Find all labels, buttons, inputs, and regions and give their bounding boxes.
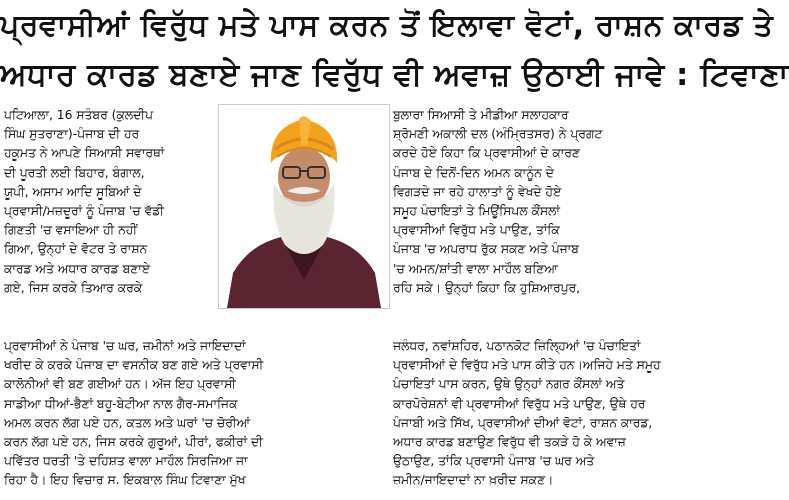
headline-line-1: ਪ੍ਰਵਾਸੀਆਂ ਵਿਰੁੱਧ ਮਤੇ ਪਾਸ ਕਰਨ ਤੋਂ ਇਲਾਵਾ ਵੋਟਾਂ, ਰਾਸ਼ਨ ਕਾਰਡ ਤੇ <box>0 8 774 43</box>
article-line: ਪੰਜਾਬ 'ਚ ਅਪਰਾਧ ਰੁੱਕ ਸਕਣ ਅਤੇ ਪੰਜਾਬ <box>393 242 579 257</box>
man-portrait-image <box>219 105 389 308</box>
article-line: ਸ਼੍ਰੋਮਣੀ ਅਕਾਲੀ ਦਲ (ਅੰਮ੍ਰਿਤਸਰ) ਨੇ ਪ੍ਰਗਟ <box>393 127 603 142</box>
article-line: ਪਵਿੱਤਰ ਧਰਤੀ 'ਤੇ ਦਹਿਸ਼ਤ ਵਾਲਾ ਮਾਹੌਲ ਸਿਰਜਿਆ ਜਾ <box>4 454 248 469</box>
article-line: 'ਚ ਅਮਨ/ਸ਼ਾਂਤੀ ਵਾਲਾ ਮਾਹੌਲ ਬਣਿਆ <box>393 261 558 276</box>
article-line: ਗਿਣਤੀ 'ਚ ਵਸਾਇਆ ਹੀ ਨਹੀਂ <box>4 223 138 238</box>
article-right-column <box>393 106 603 298</box>
article-line: ਸਮੂਹ ਪੰਚਾਇਤਾਂ ਤੇ ਮਿਊਂਸਿਪਲ ਕੌਂਸਲਾਂ <box>393 203 560 218</box>
article-line: ਕਾਰਡ ਅਤੇ ਅਧਾਰ ਕਾਰਡ ਬਣਾਏ <box>4 261 150 276</box>
article-line: ਪ੍ਰਵਾਸੀ/ਮਜ਼ਦੂਰਾਂ ਨੂੰ ਪੰਜਾਬ 'ਚ ਵੱਡੀ <box>4 203 164 218</box>
article-line: ਜਲੰਧਰ, ਨਵਾਂਸ਼ਹਿਰ, ਪਠਾਨਕੋਟ ਜ਼ਿਲ੍ਹਿਆਂ 'ਚ ਪੰਚਾਇਤਾਂ <box>393 339 641 353</box>
article-line: ਪੰਚਾਇਤਾਂ ਪਾਸ ਕਰਨ, ਉਥੇ ਉਨ੍ਹਾਂ ਨਗਰ ਕੌਂਸਲਾਂ ਅਤੇ <box>393 377 625 392</box>
article-line: ਰਿਹਾ ਹੈ। ਇਹ ਵਿਚਾਰ ਸ. ਇਕਬਾਲ ਸਿੰਘ ਟਿਵਾਣਾ ਮੁੱਖ <box>4 473 246 488</box>
article-line: ਕਰਦੇ ਹੋਏ ਕਿਹਾ ਕਿ ਪ੍ਰਵਾਸੀਆਂ ਦੇ ਕਾਰਣ <box>393 146 580 161</box>
article-line: ਪ੍ਰਵਾਸੀਆਂ ਨੇ ਪੰਜਾਬ 'ਚ ਘਰ, ਜ਼ਮੀਨਾਂ ਅਤੇ ਜਾਇਦਾਦਾਂ <box>4 339 246 353</box>
article-line: ਪ੍ਰਵਾਸੀਆਂ ਦੇ ਵਿਰੁੱਧ ਮਤੇ ਪਾਸ ਕੀਤੇ ਹਨ।ਅਜਿਹੇ ਮਤੇ ਸਮੂਹ <box>393 358 661 373</box>
article-line: ਪੰਜਾਬ ਦੇ ਦਿਨੋਂ-ਦਿਨ ਅਮਨ ਕਾਨੂੰਨ ਦੇ <box>393 165 554 180</box>
article-line: ਸਾਡੀਆ ਧੀਆਂ-ਭੈਣਾਂ ਬਹੂ-ਬੇਟੀਆ ਨਾਲ ਗੈਰ-ਸਮਾਜਿਕ <box>4 396 238 411</box>
article-line: ਅਧਾਰ ਕਾਰਡ ਬਣਾਉਣ ਵਿਰੁੱਧ ਵੀ ਤਕੜੇ ਹੋ ਕੇ ਅਵਾਜ਼ <box>393 434 626 449</box>
article-line: ਯੂਪੀ, ਅਸਾਮ ਆਦਿ ਸੂਬਿਆਂ ਦੇ <box>4 184 142 199</box>
article-line: ਬੁਲਾਰਾ ਸਿਆਸੀ ਤੇ ਮੀਡੀਆ ਸਲਾਹਕਾਰ <box>393 108 569 122</box>
article-line: ਗਏ, ਜਿਸ ਕਰਕੇ ਤਿਆਰ ਕਰਕੇ <box>4 280 143 295</box>
article-line: ਵਿਗੜਦੇ ਜਾ ਰਹੇ ਹਾਲਾਤਾਂ ਨੂੰ ਵੇਖਦੇ ਹੋਏ <box>393 184 562 199</box>
article-line: ਹਕੂਮਤ ਨੇ ਆਪਣੇ ਸਿਆਸੀ ਸਵਾਰਥਾਂ <box>4 146 165 161</box>
article-bottom-right <box>393 337 661 491</box>
article-line: ਸਿੰਘ ਸੁਤਰਾਣਾ)-ਪੰਜਾਬ ਦੀ ਹਰ <box>4 127 140 142</box>
article-bottom-block <box>4 337 661 491</box>
article-left-column <box>4 106 212 298</box>
article-bottom-left <box>4 337 387 491</box>
article-line: ਜ਼ਮੀਨ/ਜਾਇਦਾਦਾਂ ਨਾ ਖ਼ਰੀਦ ਸਕਣ। <box>393 473 554 488</box>
article-line: ਪਟਿਆਲਾ, 16 ਸਤੰਬਰ (ਕੁਲਦੀਪ <box>4 108 153 122</box>
article-line: ਰਹਿ ਸਕੇ। ਉਨ੍ਹਾਂ ਕਿਹਾ ਕਿ ਹੁਸ਼ਿਆਰਪੁਰ, <box>393 280 581 295</box>
article-line: ਕਾਰਪੋਰੇਸ਼ਨਾਂ ਵੀ ਪ੍ਰਵਾਸੀਆਂ ਵਿਰੁੱਧ ਮਤੇ ਪਾਉਣ, ਉਥੇ ਹਰ <box>393 396 646 411</box>
article-line: ਉਠਾਉਣ, ਤਾਂਕਿ ਪ੍ਰਵਾਸੀ ਪੰਜਾਬ 'ਚ ਘਰ ਅਤੇ <box>393 454 595 469</box>
headline-line-2: ਅਧਾਰ ਕਾਰਡ ਬਣਾਏ ਜਾਣ ਵਿਰੁੱਧ ਵੀ ਅਵਾਜ਼ ਉਠਾਈ ਜਾਵੇ : ਟਿਵਾਣਾ <box>0 57 789 93</box>
article-line: ਦੀ ਪੂਰਤੀ ਲਈ ਬਿਹਾਰ, ਬੰਗਾਲ, <box>4 165 145 180</box>
article-line: ਪ੍ਰਵਾਸੀਆਂ ਵਿਰੁੱਧ ਮਤੇ ਪਾਉਣ, ਤਾਂਕਿ <box>393 223 560 238</box>
portrait-photo <box>218 104 390 309</box>
article-line: ਕਾਲੋਨੀਆਂ ਵੀ ਬਣ ਗਈਆਂ ਹਨ। ਅੱਜ ਇਹ ਪ੍ਰਵਾਸੀ <box>4 377 236 392</box>
article-line: ਅਮਲ ਕਰਨ ਲੱਗ ਪਏ ਹਨ, ਕਤਲ ਅਤੇ ਘਰਾਂ 'ਚ ਚੋਰੀਆਂ <box>4 415 250 430</box>
article-line: ਕਰਨ ਲੱਗ ਪਏ ਹਨ, ਜਿਸ ਕਰਕੇ ਗੁਰੂਆਂ, ਪੀਰਾਂ, ਫਕੀਰਾਂ ਦੀ <box>4 434 263 449</box>
article-line: ਪੰਜਾਬੀ ਅਤੇ ਸਿੱਖ, ਪ੍ਰਵਾਸੀਆਂ ਦੀਆਂ ਵੋਟਾਂ, ਰਾਸ਼ਨ ਕਾਰਡ, <box>393 415 653 430</box>
article-line: ਗਿਆ, ਉਨ੍ਹਾਂ ਦੇ ਵੋਟਰ ਤੇ ਰਾਸ਼ਨ <box>4 242 148 257</box>
article-line: ਖਰੀਦ ਕੇ ਕਰਕੇ ਪੰਜਾਬ ਦਾ ਵਸਨੀਕ ਬਣ ਗਏ ਅਤੇ ਪ੍ਰਵਾਸੀ <box>4 358 264 373</box>
